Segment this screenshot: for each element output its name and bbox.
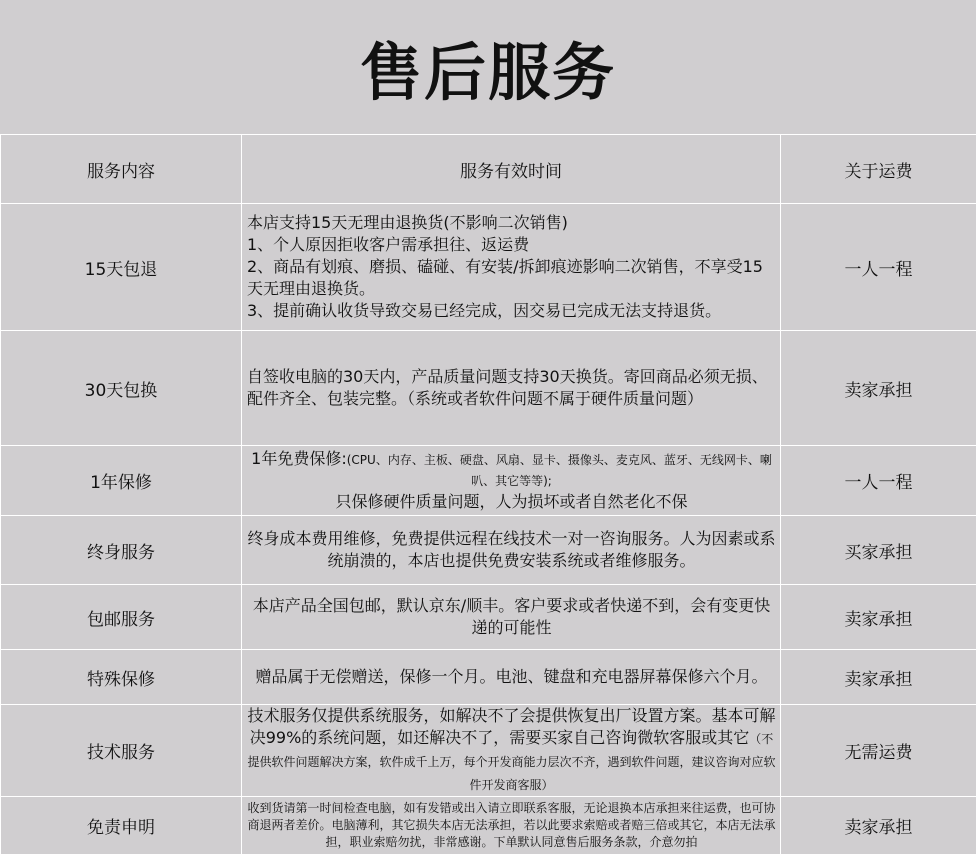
table-row bbox=[1, 650, 976, 705]
service-name: 包邮服务 bbox=[1, 585, 242, 650]
tech-service-main: 技术服务仅提供系统服务，如解决不了会提供恢复出厂设置方案。基本可解决99%的系统问题，如还解决不了，需要买家自己咨询微软客服或其它 bbox=[247, 706, 775, 747]
service-name: 15天包退 bbox=[1, 204, 242, 331]
shipping-terms: 买家承担 bbox=[781, 516, 976, 585]
shipping-terms: 卖家承担 bbox=[781, 650, 976, 705]
disclaimer-text: 收到货请第一时间检查电脑，如有发错或出入请立即联系客服，无论退换本店承担来往运费，也可协商退两者差价。电脑薄利，其它损失本店无法承担，若以此要求索赔或者赔三倍或其它，本店无法承担，职业索赔勿扰，非常感谢。下单默认同意售后服务条款，介意勿拍 bbox=[247, 800, 776, 851]
shipping-terms: 一人一程 bbox=[781, 446, 976, 516]
table-row bbox=[1, 705, 976, 797]
description-text: 终身成本费用维修，免费提供远程在线技术一对一咨询服务。人为因素或系统崩溃的，本店也提供免费安装系统或者维修服务。 bbox=[247, 528, 776, 572]
service-name: 免责申明 bbox=[1, 797, 242, 855]
service-name: 终身服务 bbox=[1, 516, 242, 585]
service-name: 1年保修 bbox=[1, 446, 242, 516]
service-description bbox=[242, 797, 781, 855]
service-description bbox=[242, 516, 781, 585]
warranty-lead: 1年免费保修: bbox=[251, 449, 347, 468]
table-row bbox=[1, 516, 976, 585]
description-line: 2、商品有划痕、磨损、磕碰、有安装/拆卸痕迹影响二次销售，不享受15天无理由退换货。 bbox=[247, 256, 776, 300]
service-description bbox=[242, 585, 781, 650]
shipping-terms: 无需运费 bbox=[781, 705, 976, 797]
service-description bbox=[242, 650, 781, 705]
description-line: 本店支持15天无理由退换货(不影响二次销售) bbox=[247, 212, 776, 234]
table-row bbox=[1, 585, 976, 650]
table-row bbox=[1, 446, 976, 516]
description-text bbox=[247, 705, 776, 796]
service-table bbox=[0, 134, 976, 855]
service-name: 特殊保修 bbox=[1, 650, 242, 705]
service-description bbox=[242, 446, 781, 516]
tech-service-note: （不提供软件问题解决方案，软件成千上万，每个开发商能力层次不齐，遇到软件问题，建议咨询对应软件开发商客服） bbox=[247, 732, 775, 792]
service-name: 30天包换 bbox=[1, 331, 242, 446]
shipping-terms: 卖家承担 bbox=[781, 331, 976, 446]
service-name: 技术服务 bbox=[1, 705, 242, 797]
warranty-note: 只保修硬件质量问题，人为损坏或者自然老化不保 bbox=[247, 491, 776, 513]
page-title: 售后服务 bbox=[0, 0, 976, 135]
shipping-terms: 卖家承担 bbox=[781, 797, 976, 855]
header-service: 服务内容 bbox=[1, 135, 242, 204]
service-description bbox=[242, 705, 781, 797]
table-row bbox=[1, 797, 976, 855]
description-line: 3、提前确认收货导致交易已经完成，因交易已完成无法支持退货。 bbox=[247, 300, 776, 322]
description-line: 1、个人原因拒收客户需承担往、返运费 bbox=[247, 234, 776, 256]
description-text: 赠品属于无偿赠送，保修一个月。电池、键盘和充电器屏幕保修六个月。 bbox=[247, 666, 776, 688]
shipping-terms: 一人一程 bbox=[781, 204, 976, 331]
service-description bbox=[242, 204, 781, 331]
shipping-terms: 卖家承担 bbox=[781, 585, 976, 650]
warranty-parts: (CPU、内存、主板、硬盘、风扇、显卡、摄像头、麦克风、蓝牙、无线网卡、喇叭、其它等等); bbox=[347, 453, 772, 488]
table-header-row bbox=[1, 135, 976, 204]
table-row bbox=[1, 331, 976, 446]
header-shipping: 关于运费 bbox=[781, 135, 976, 204]
service-description: 自签收电脑的30天内，产品质量问题支持30天换货。寄回商品必须无损、配件齐全、包装完整。（系统或者软件问题不属于硬件质量问题） bbox=[242, 331, 781, 446]
table-row bbox=[1, 204, 976, 331]
header-validity: 服务有效时间 bbox=[242, 135, 781, 204]
description-text: 本店产品全国包邮，默认京东/顺丰。客户要求或者快递不到，会有变更快递的可能性 bbox=[247, 595, 776, 639]
